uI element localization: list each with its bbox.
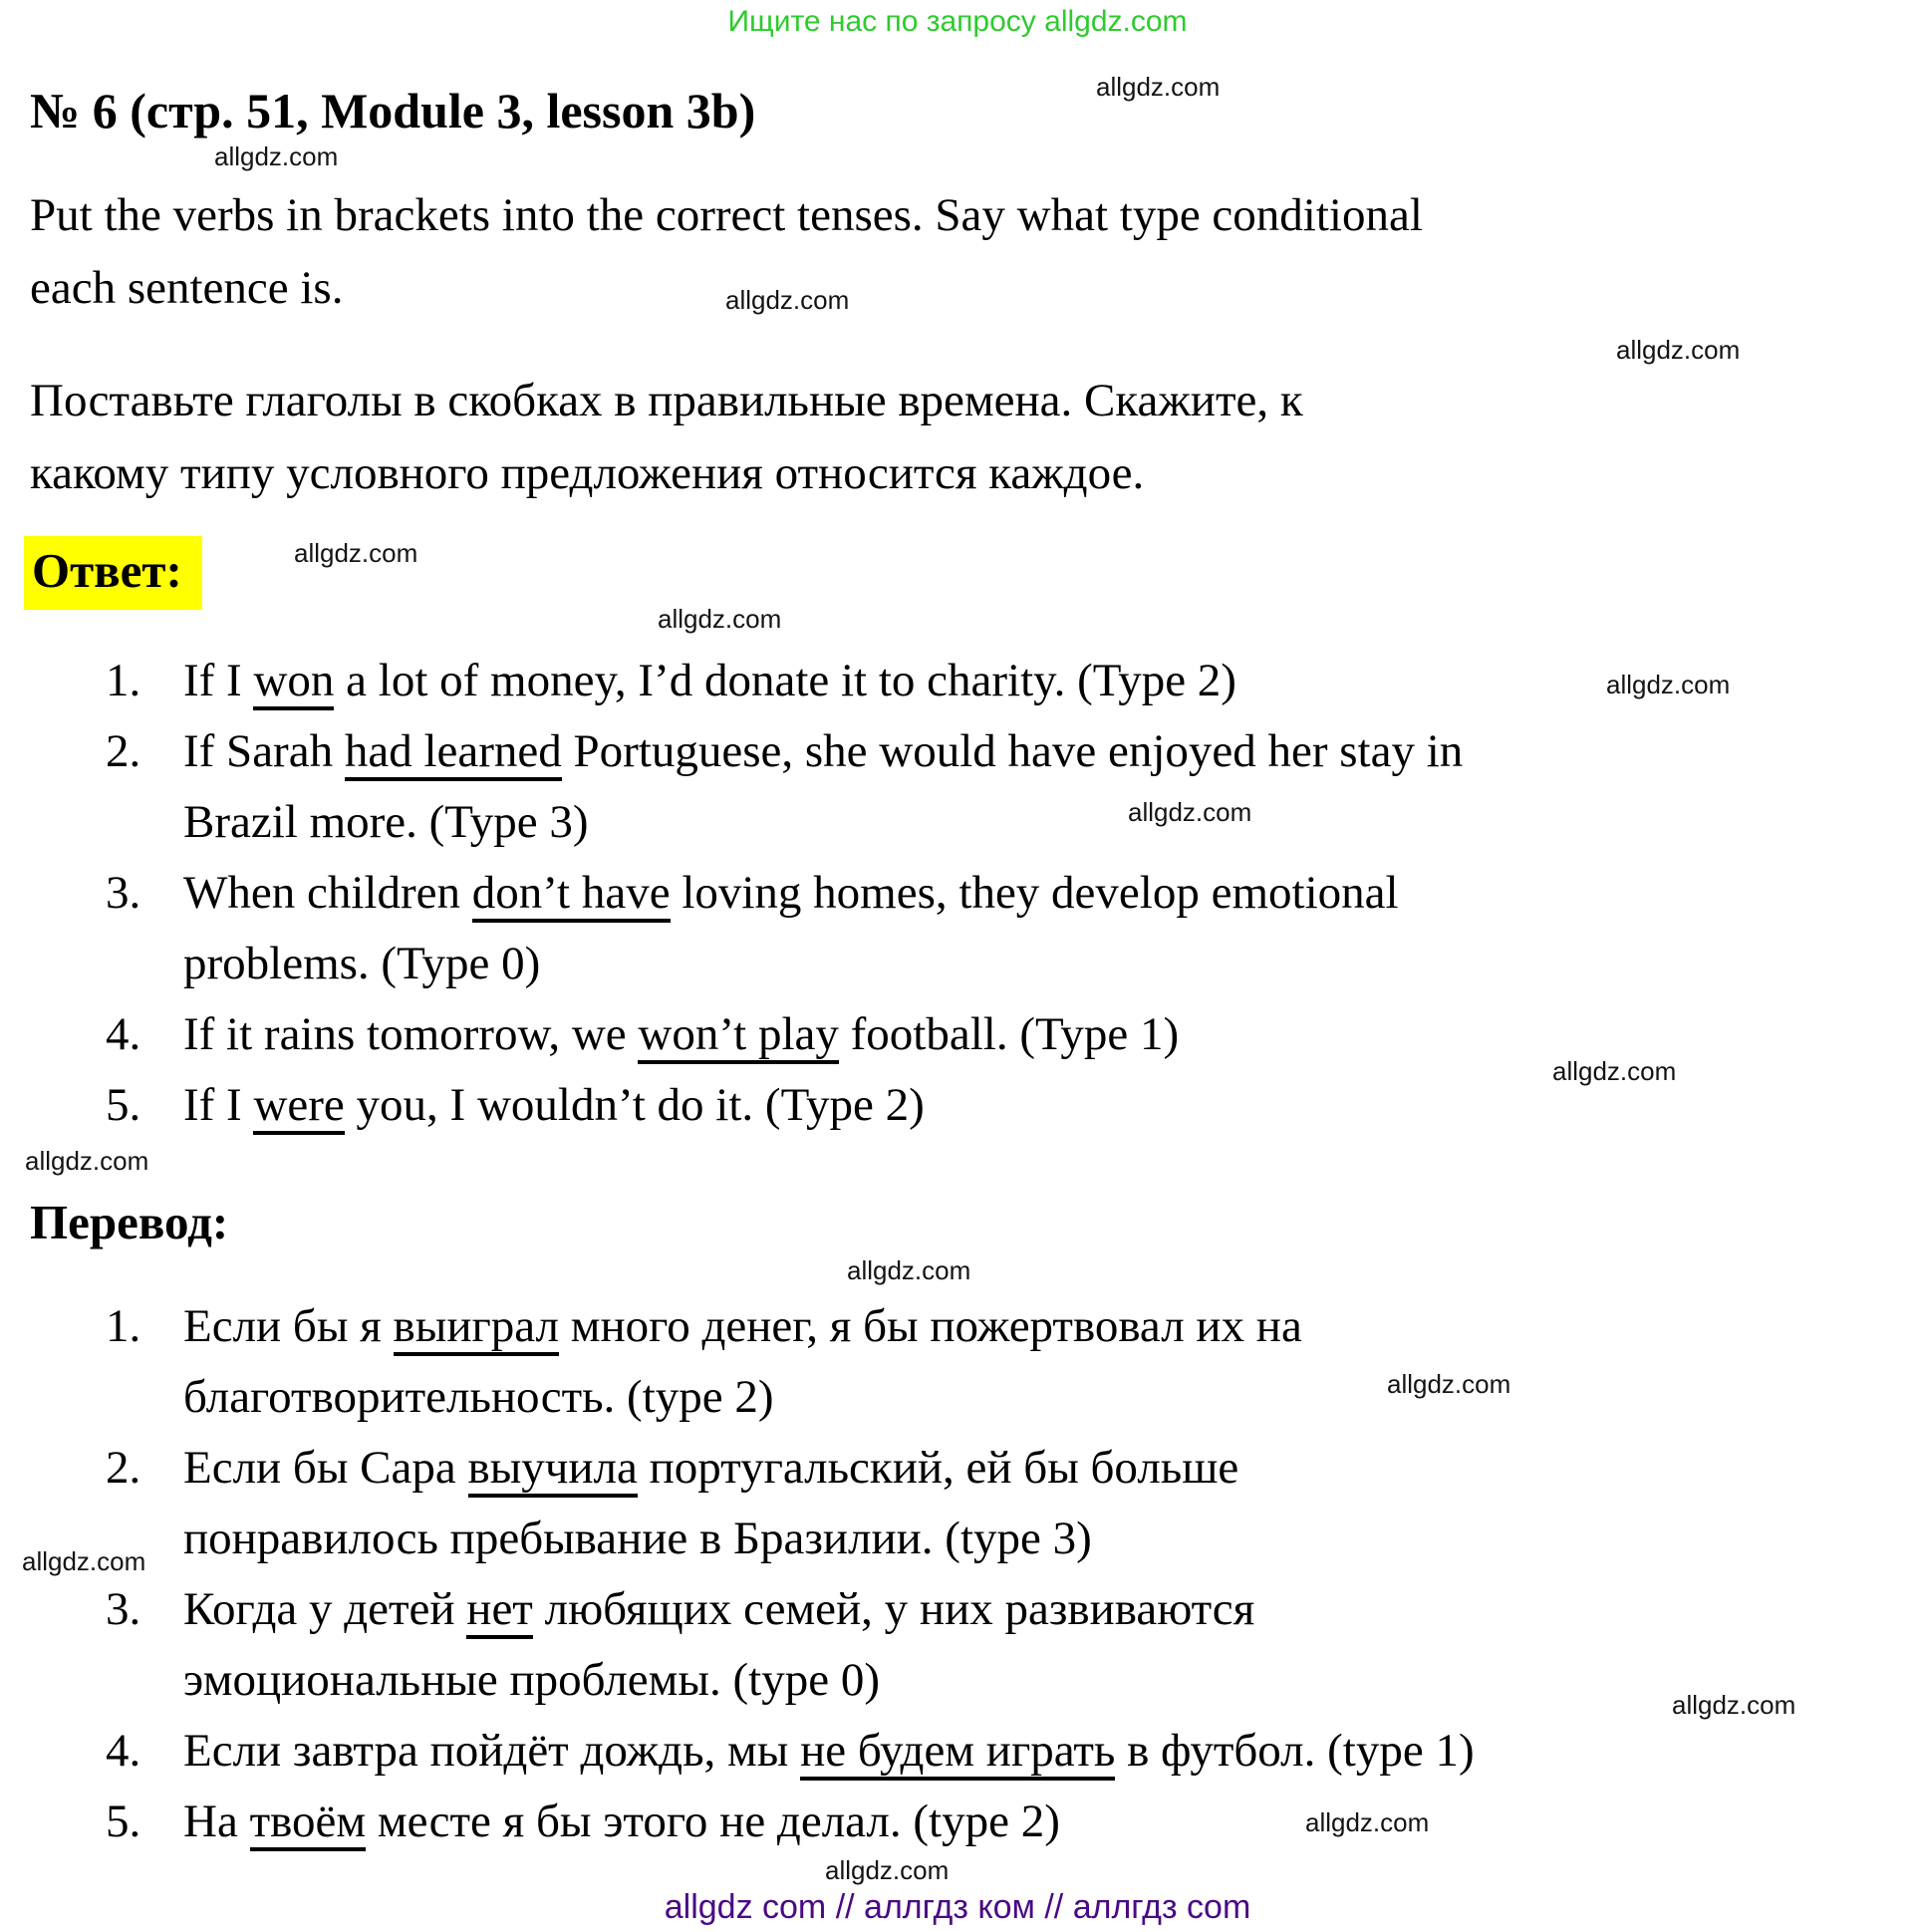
underlined-word: выиграл [394,1300,559,1356]
promo-banner: Ищите нас по запросу allgdz.com [727,5,1188,38]
watermark: allgdz.com [1128,797,1252,827]
underlined-verb: won’t play [638,1008,838,1064]
watermark: allgdz.com [725,285,850,315]
item-number: 5. [106,1795,141,1847]
underlined-word: нет [466,1583,533,1639]
footer-sites: allgdz com // аллгдз ком // аллгдз com [664,1888,1251,1926]
translation-item-text: Когда у детей нет любящих семей, у них развиваются эмоциональные проблемы. (type 0) [183,1583,1255,1706]
underlined-verb: don’t have [472,867,671,923]
watermark: allgdz.com [1552,1056,1677,1086]
underlined-word: не будем играть [800,1725,1115,1781]
translation-item-text: Если бы я выиграл много денег, я бы пожертвовал их на благотворительность. (type 2) [183,1300,1302,1423]
answer-item-text: If I were you, I wouldn’t do it. (Type 2) [183,1070,1885,1141]
watermark: allgdz.com [658,604,782,634]
answer-item-3 [30,858,1885,999]
watermark: allgdz.com [1305,1807,1430,1837]
item-number: 3. [106,867,141,919]
watermark: allgdz.com [1387,1369,1511,1399]
watermark: allgdz.com [1096,72,1221,102]
underlined-verb: had learned [345,725,562,781]
translation-heading: Перевод: [30,1195,229,1249]
item-number: 4. [106,1008,141,1060]
item-number: 1. [106,655,141,706]
answer-item-text: If it rains tomorrow, we won’t play football. (Type 1) [183,999,1885,1070]
watermark: allgdz.com [825,1855,950,1885]
task-ru-line: какому типу условного предложения относится каждое. [30,447,1145,499]
answer-item-text: If I won a lot of money, I’d donate it to charity. (Type 2) [183,646,1885,716]
watermark: allgdz.com [25,1146,149,1176]
translation-list [30,1291,1885,1857]
underlined-word: твоём [250,1795,367,1851]
task-text-en [30,179,1885,325]
watermark: allgdz.com [214,141,339,171]
item-number: 5. [106,1079,141,1131]
item-number: 3. [106,1583,141,1635]
underlined-verb: were [253,1079,344,1135]
translation-item-2 [30,1433,1885,1574]
translation-item-text: Если завтра пойдёт дождь, мы не будем играть в футбол. (type 1) [183,1716,1885,1787]
translation-item-text: На твоём месте я бы этого не делал. (type 2) [183,1787,1885,1857]
watermark: allgdz.com [847,1255,971,1285]
watermark: allgdz.com [1606,670,1731,699]
answer-item-text: If Sarah had learned Portuguese, she would have enjoyed her stay in Brazil more. (Type 3) [183,725,1464,848]
answer-item-text: When children don’t have loving homes, they develop emotional problems. (Type 0) [183,867,1399,989]
translation-item-text: Если бы Сара выучила португальский, ей бы больше понравилось пребывание в Бразилии. (type 3) [183,1442,1239,1564]
watermark: allgdz.com [1672,1690,1796,1720]
exercise-title: № 6 (стр. 51, Module 3, lesson 3b) [30,83,756,138]
item-number: 2. [106,1442,141,1494]
translation-item-5 [30,1787,1885,1857]
task-ru-line: Поставьте глаголы в скобках в правильные времена. Скажите, к [30,375,1303,426]
answer-item-2 [30,716,1885,858]
item-number: 2. [106,725,141,777]
task-en-line: each sentence is. [30,262,344,314]
watermark: allgdz.com [294,538,418,568]
task-text-ru [30,365,1885,510]
watermark: allgdz.com [22,1546,146,1576]
item-number: 4. [106,1725,141,1777]
watermark: allgdz.com [1616,335,1741,365]
underlined-verb: won [253,655,334,710]
underlined-word: выучила [468,1442,638,1498]
task-en-line: Put the verbs in brackets into the correct tenses. Say what type conditional [30,189,1423,241]
item-number: 1. [106,1300,141,1352]
translation-item-4 [30,1716,1885,1787]
translation-item-3 [30,1574,1885,1716]
translation-item-1 [30,1291,1885,1433]
answer-heading: Ответ: [24,536,202,610]
